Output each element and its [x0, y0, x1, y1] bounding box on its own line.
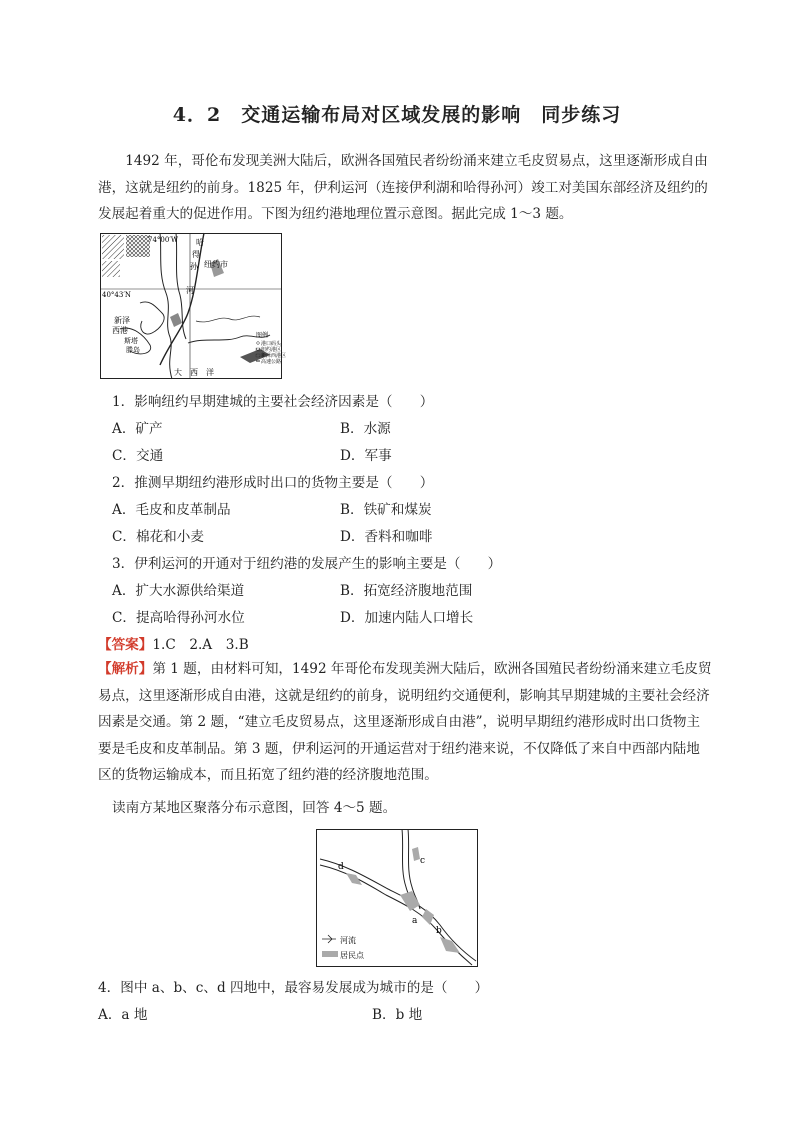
- map-label-atlantic: 大 西 洋: [174, 368, 214, 377]
- q4-option-b: B．b 地: [372, 1007, 423, 1023]
- point-c: c: [420, 856, 426, 866]
- new-york-port-map: [100, 233, 287, 379]
- map-label-xigang: 西港: [112, 326, 128, 335]
- map-label-sita: 斯塔: [124, 337, 138, 345]
- q1-option-b: B．水源: [340, 421, 391, 437]
- longitude-label: 74°00′W: [148, 236, 179, 244]
- q1-option-c: C．交通: [112, 448, 164, 464]
- question-4-stem: 4．图中 a、b、c、d 四地中，最容易发展成为城市的是（ ）: [98, 980, 489, 996]
- q2-option-b: B．铁矿和煤炭: [340, 502, 432, 518]
- point-a: a: [412, 916, 418, 926]
- q3-option-a: A．扩大水源供给渠道: [112, 583, 245, 599]
- q1-option-d: D．军事: [340, 448, 392, 464]
- legend-item-port: 港口码头: [261, 341, 282, 347]
- legend-njport-symbol: [256, 354, 260, 357]
- q2-option-d: D．香料和咖啡: [340, 529, 433, 545]
- intro-2: 读南方某地区聚落分布示意图，回答 4～5 题。: [112, 800, 397, 816]
- answer-tag: 【答案】: [98, 637, 153, 653]
- analysis-text: 第 1 题，由材料可知，1492 年哥伦布发现美洲大陆后，欧洲各国殖民者纷纷涌来建立毛皮贸易点，这里逐渐形成自由港，这就是纽约的前身，说明纽约交通便利，影响其早期建城的主要社会经济因素是交通。第 2 题，“建立毛皮贸易点，这里逐渐形成自由港”，说明早期纽约港形成时出口货物主要是毛皮和皮革制品。第 3 题，伊利运河的开通运营对于纽约港来说，不仅降低了来自中西部内陆地区的货物运输成本，而且拓宽了纽约港的经济腹地范围。: [98, 661, 712, 783]
- legend-item-highway: 高速公路: [261, 359, 282, 365]
- legend-settlement-symbol: [322, 951, 338, 957]
- question-3-stem: 3．伊利运河的开通对于纽约港的发展产生的影响主要是（ ）: [112, 556, 502, 572]
- analysis-paragraph: [98, 656, 712, 789]
- answer-line: [98, 635, 249, 655]
- map-label-newyork: 纽约市: [204, 260, 228, 269]
- q3-option-c: C．提高哈得孙河水位: [112, 610, 245, 626]
- settlement-map: [316, 829, 478, 967]
- map-label-he: 河: [186, 286, 194, 295]
- q1-option-a: A．矿产: [112, 421, 163, 437]
- q2-option-a: A．毛皮和皮革制品: [112, 502, 231, 518]
- legend-title: 图例: [256, 332, 269, 339]
- legend-river: 河流: [340, 936, 356, 945]
- q3-option-d: D．加速内陆人口增长: [340, 610, 474, 626]
- q2-option-c: C．棉花和小麦: [112, 529, 204, 545]
- analysis-tag: 【解析】: [98, 661, 153, 677]
- q4-option-a: A．a 地: [98, 1007, 148, 1023]
- point-d: d: [338, 862, 344, 872]
- map-label-ha: 哈: [196, 238, 204, 247]
- map-label-de: 得: [192, 250, 200, 259]
- answer-text: 1.C 2.A 3.B: [152, 637, 249, 653]
- legend-settlement: 居民点: [340, 951, 364, 960]
- q3-option-b: B．拓宽经济腹地范围: [340, 583, 473, 599]
- legend-item-nyport: 纽约港区: [261, 347, 282, 353]
- map-label-xinze: 新泽: [114, 316, 130, 325]
- point-b: b: [436, 926, 442, 936]
- map-label-tengdao: 滕岛: [126, 346, 140, 354]
- legend-nyport-symbol: [256, 348, 260, 351]
- map-label-sun: 孙: [190, 262, 198, 271]
- latitude-label: 40°43′N: [102, 291, 132, 299]
- question-1-stem: 1．影响纽约早期建城的主要社会经济因素是（ ）: [112, 394, 434, 410]
- intro-paragraph: 1492 年，哥伦布发现美洲大陆后，欧洲各国殖民者纷纷涌来建立毛皮贸易点，这里逐渐形成自由港，这就是纽约的前身。1825 年，伊利运河（连接伊利湖和哈得孙河）竣工对美国东部经济及纽约的发展起着重大的促进作用。下图为纽约港地理位置示意图。据此完成 1～3 题。: [98, 153, 708, 222]
- legend-item-njport: 新泽西港区: [261, 353, 287, 359]
- question-2-stem: 2．推测早期纽约港形成时出口的货物主要是（ ）: [112, 475, 434, 491]
- page-title: 4．2 交通运输布局对区域发展的影响 同步练习: [172, 104, 622, 126]
